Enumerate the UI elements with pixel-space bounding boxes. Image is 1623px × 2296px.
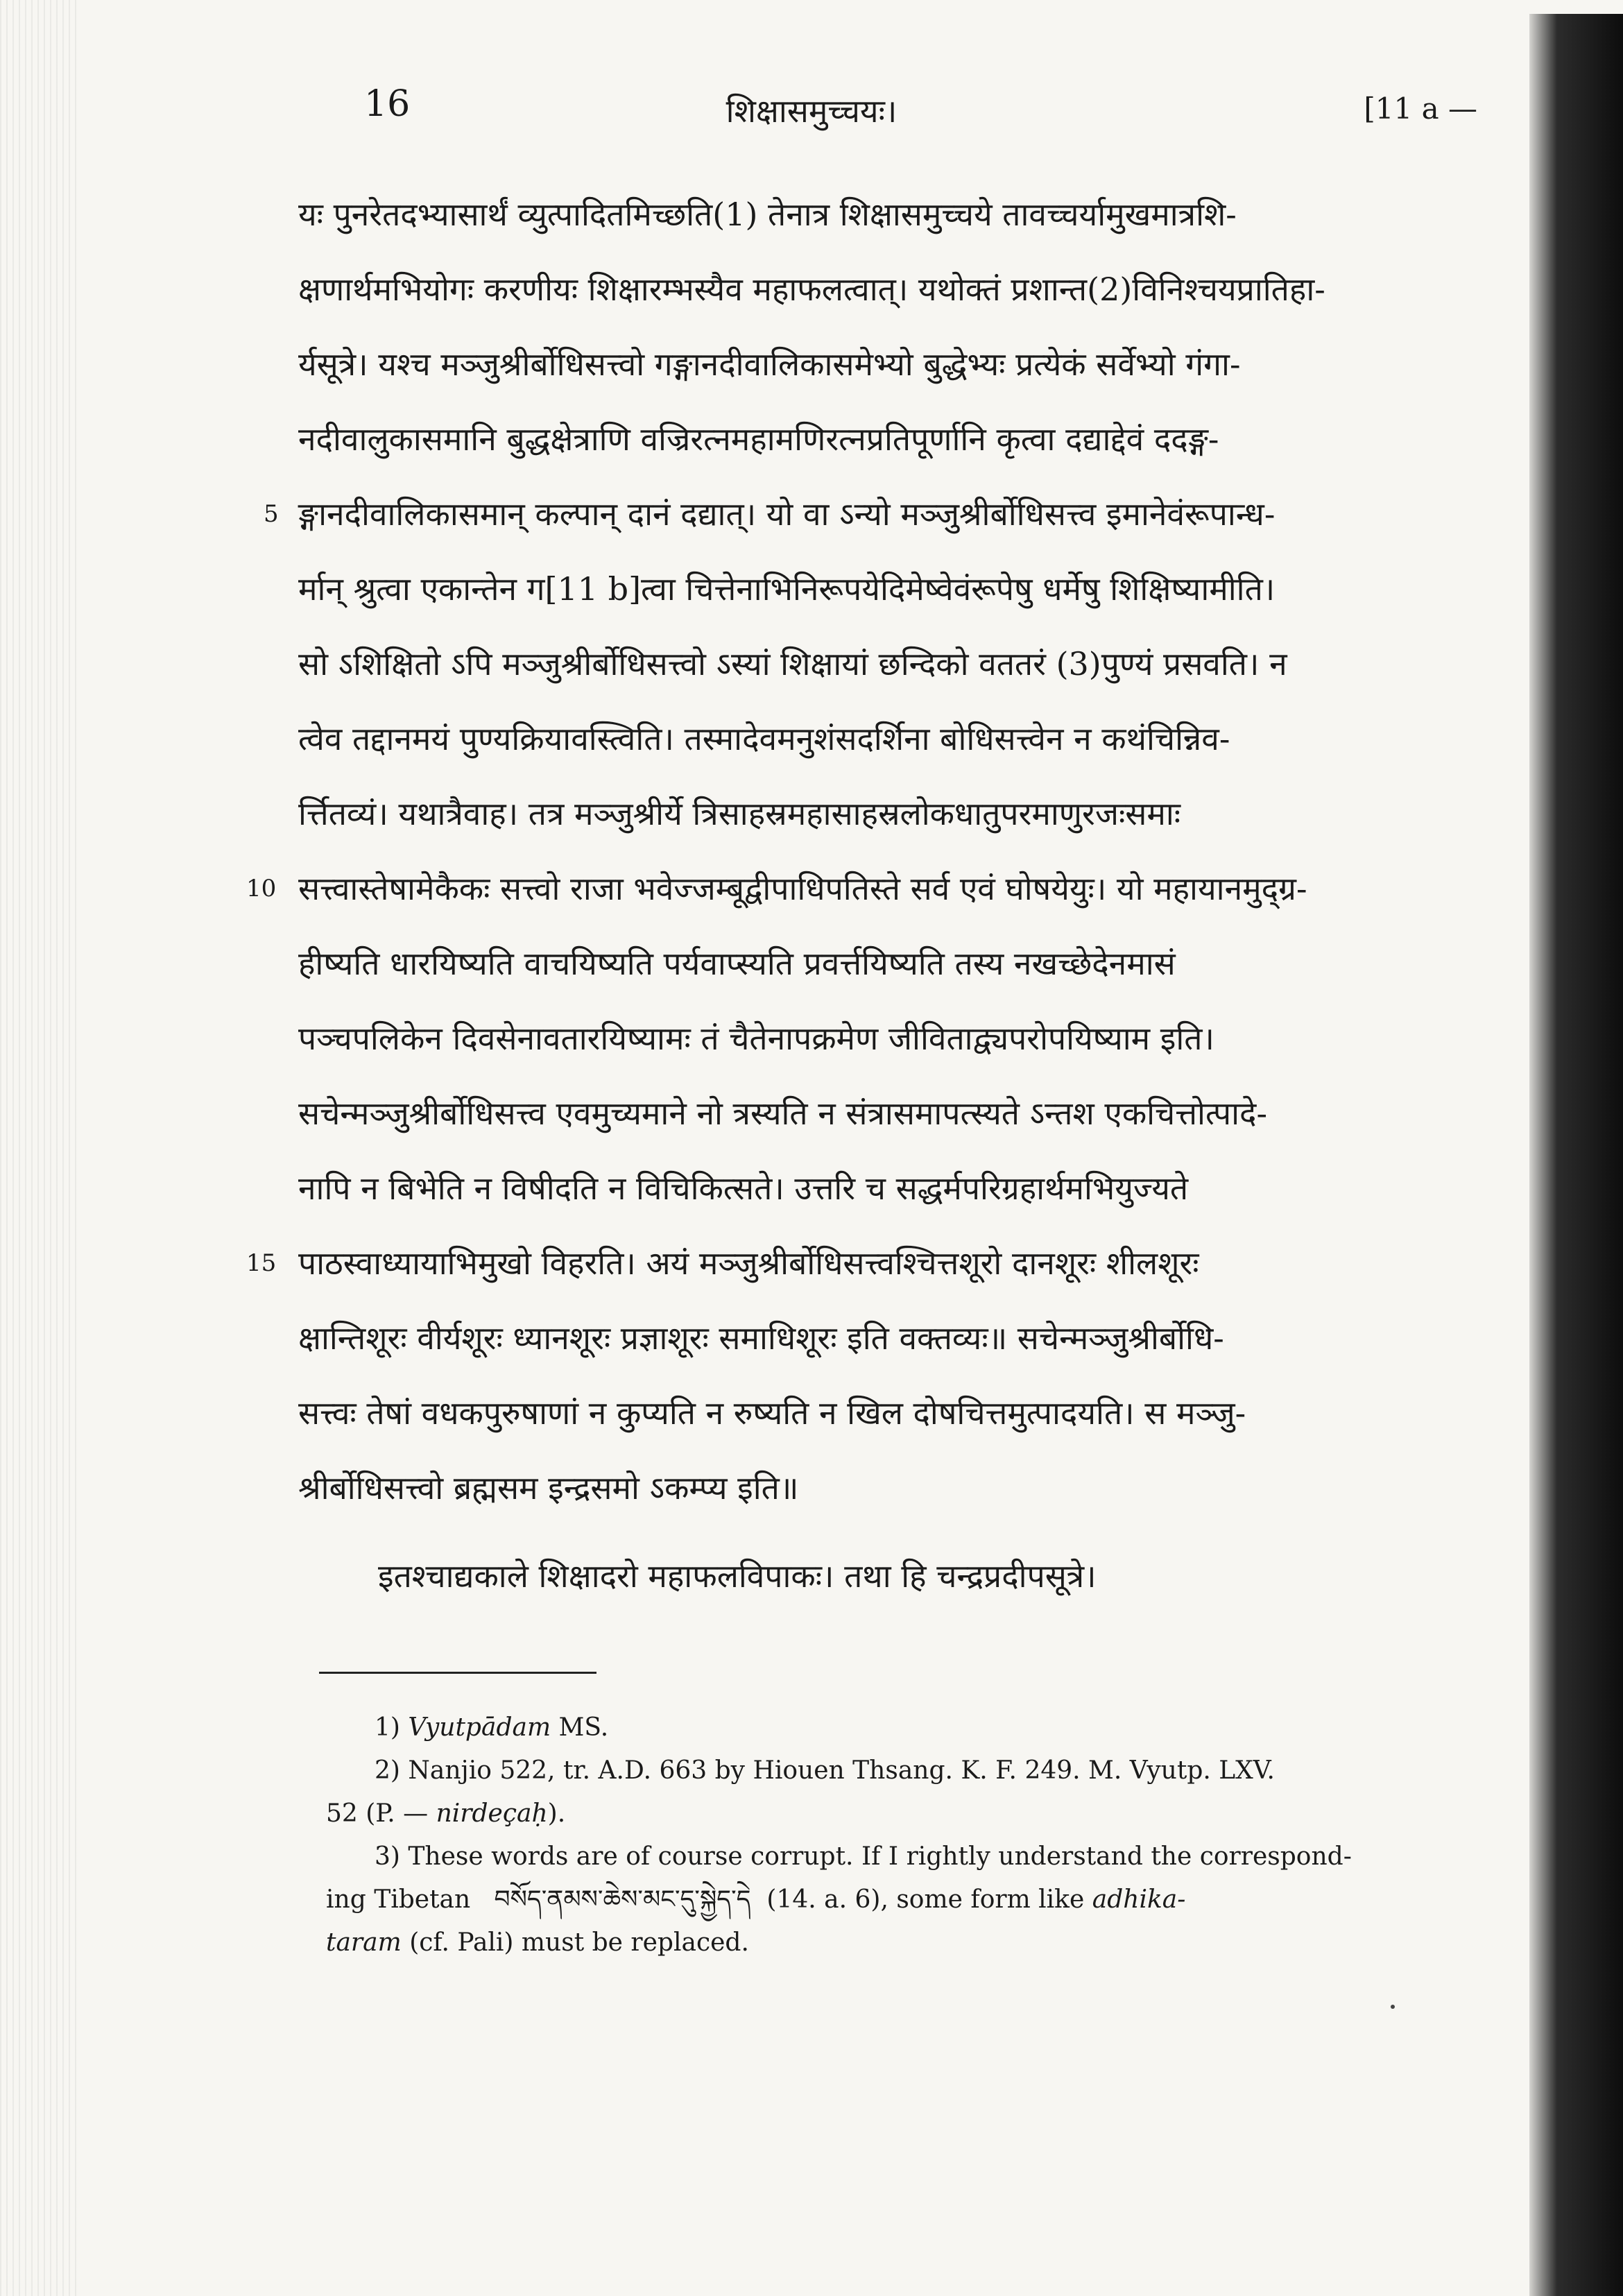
scanned-left-edge [0, 0, 76, 2296]
footnote-text: ). [547, 1799, 566, 1828]
footnote-text: MS. [558, 1713, 609, 1742]
text-line [298, 1376, 1477, 1450]
line-text: पाठस्वाध्यायाभिमुखो विहरति। अयं मञ्जुश्रीर्बोधिसत्त्वश्चित्तशूरो दानशूरः शीलशूरः [298, 1244, 1199, 1282]
footnote-marker: 1) [375, 1713, 400, 1742]
text-line [298, 1301, 1477, 1376]
line-text: र्त्तितव्यं। यथात्रैवाह। तत्र मञ्जुश्रीर्ये त्रिसाहस्रमहासाहस्रलोकधातुपरमाणुरजःसमाः [298, 795, 1181, 832]
line-number: 5 [264, 500, 279, 528]
main-text [246, 177, 1477, 1517]
footnote-text: These words are of course corrupt. If I rightly understand the correspond- [408, 1842, 1352, 1871]
footnote-3-continued [326, 1921, 1450, 1964]
footnote-italic: nirdeçaḥ [436, 1799, 548, 1828]
text-line [246, 851, 1477, 926]
footnote-3-continued [326, 1878, 1450, 1921]
line-text: र्यसूत्रे। यश्च मञ्जुश्रीर्बोधिसत्त्वो गङ्गानदीवालिकासमेभ्यो बुद्धेभ्यः प्रत्येकं सर्वेभ्यो गंगा- [298, 345, 1241, 383]
line-text: नदीवालुकासमानि बुद्धक्षेत्राणि वज्रिरत्नमहामणिरत्नप्रतिपूर्णानि कृत्वा दद्याद्देवं ददङ्ग- [298, 420, 1219, 458]
scan-speck [1391, 2005, 1395, 2009]
running-title: शिक्षासमुच्चयः। [725, 92, 898, 130]
line-text: त्वेव तद्दानमयं पुण्यक्रियावस्त्विति। तस्मादेवमनुशंसदर्शिना बोधिसत्त्वेन न कथंचिन्निव- [298, 720, 1230, 757]
line-text: ङ्गानदीवालिकासमान् कल्पान् दानं दद्यात्। यो वा ऽन्यो मञ्जुश्रीर्बोधिसत्त्व इमानेवंरूपान्ध- [298, 495, 1276, 533]
section-reference: [11 a — [1364, 92, 1477, 126]
text-line [298, 626, 1477, 701]
text-line [298, 1001, 1477, 1076]
line-text: सत्त्वास्तेषामेकैकः सत्त्वो राजा भवेज्जम्बूद्वीपाधिपतिस्ते सर्व एवं घोषयेयुः। यो महायानमुद्ग्र- [298, 870, 1307, 907]
line-text: श्रीर्बोधिसत्त्वो ब्रह्मसम इन्द्रसमो ऽकम्प्य इति॥ [298, 1469, 799, 1507]
page-number: 16 [364, 83, 411, 125]
line-text: सचेन्मञ्जुश्रीर्बोधिसत्त्व एवमुच्यमाने नो त्रस्यति न संत्रासमापत्स्यते ऽन्तश एकचित्तोत्पादे- [298, 1095, 1268, 1132]
line-text: क्षणार्थमभियोगः करणीयः शिक्षारम्भस्यैव महाफलत्वात्। यथोक्तं प्रशान्त(2)विनिश्चयप्रातिहा- [298, 271, 1325, 308]
text-line [298, 1076, 1477, 1151]
line-text: पञ्चपलिकेन दिवसेनावतारयिष्यामः तं चैतेनापक्रमेण जीविताद्व्यपरोपयिष्याम इति। [298, 1020, 1214, 1057]
line-text: हीष्यति धारयिष्यति वाचयिष्यति पर्यवाप्स्यति प्रवर्त्तयिष्यति तस्य नखच्छेदेनमासं [298, 945, 1176, 982]
text-line [298, 327, 1477, 402]
text-line [298, 551, 1477, 626]
line-text: यः पुनरेतदभ्यासार्थं व्युत्पादितमिच्छति(1) तेनात्र शिक्षासमुच्चये तावच्चर्यामुखमात्रशि- [298, 196, 1237, 233]
text-line [264, 477, 1477, 551]
footnote-text: (cf. Pali) must be replaced. [409, 1928, 749, 1957]
line-text: क्षान्तिशूरः वीर्यशूरः ध्यानशूरः प्रज्ञाशूरः समाधिशूरः इति वक्तव्यः॥ सचेन्मञ्जुश्रीर्बोधि- [298, 1319, 1224, 1357]
footnote-text: 52 (P. — [326, 1799, 429, 1828]
text-line [298, 701, 1477, 776]
closing-line: इतश्चाद्यकाले शिक्षादरो महाफलविपाकः। तथा हि चन्द्रप्रदीपसूत्रे। [378, 1557, 1097, 1595]
line-text: सत्त्वः तेषां वधकपुरुषाणां न कुप्यति न रुष्यति न खिल दोषचित्तमुत्पादयति। स मञ्जु- [298, 1394, 1246, 1432]
footnote-text: (14. a. 6), some form like [766, 1885, 1085, 1914]
text-line [298, 252, 1477, 327]
line-number: 10 [246, 875, 277, 902]
footnote-2-continued [326, 1792, 1450, 1835]
text-line [246, 1226, 1477, 1301]
page-header [0, 83, 1623, 153]
footnote-marker: 2) [375, 1756, 400, 1785]
footnotes [326, 1706, 1450, 1964]
footnote-italic: adhika- [1092, 1885, 1186, 1914]
footnote-text: ing Tibetan [326, 1885, 471, 1914]
scanned-right-edge [1529, 14, 1623, 2296]
text-line [298, 1151, 1477, 1226]
line-text: सो ऽशिक्षितो ऽपि मञ्जुश्रीर्बोधिसत्त्वो ऽस्यां शिक्षायां छन्दिको वततरं (3)पुण्यं प्रसवति। न [298, 645, 1287, 683]
text-line [298, 1450, 1477, 1517]
footnote-italic: taram [326, 1928, 402, 1957]
line-text: नापि न बिभेति न विषीदति न विचिकित्सते। उत्तरि च सद्धर्मपरिग्रहार्थमभियुज्यते [298, 1170, 1189, 1207]
text-line [298, 776, 1477, 851]
footnote-italic: Vyutpādam [408, 1713, 551, 1742]
footnote-divider [319, 1672, 596, 1674]
line-text: र्मान् श्रुत्वा एकान्तेन ग[11 b]त्वा चित्तेनाभिनिरूपयेदिमेष्वेवंरूपेषु धर्मेषु शिक्षिष्यामीति। [298, 570, 1276, 608]
footnote-marker: 3) [375, 1842, 400, 1871]
footnote-1 [326, 1706, 1450, 1749]
line-number: 15 [246, 1249, 277, 1277]
footnote-2 [326, 1749, 1450, 1792]
text-line [298, 402, 1477, 477]
text-line [298, 926, 1477, 1001]
text-line [298, 177, 1477, 252]
footnote-3 [326, 1835, 1450, 1878]
tibetan-text: བསོད་ནམས་ཆེས་མང་དུ་སྐྱེད་དེ [494, 1885, 751, 1914]
footnote-text: Nanjio 522, tr. A.D. 663 by Hiouen Thsang. K. F. 249. M. Vyutp. LXV. [408, 1756, 1275, 1785]
